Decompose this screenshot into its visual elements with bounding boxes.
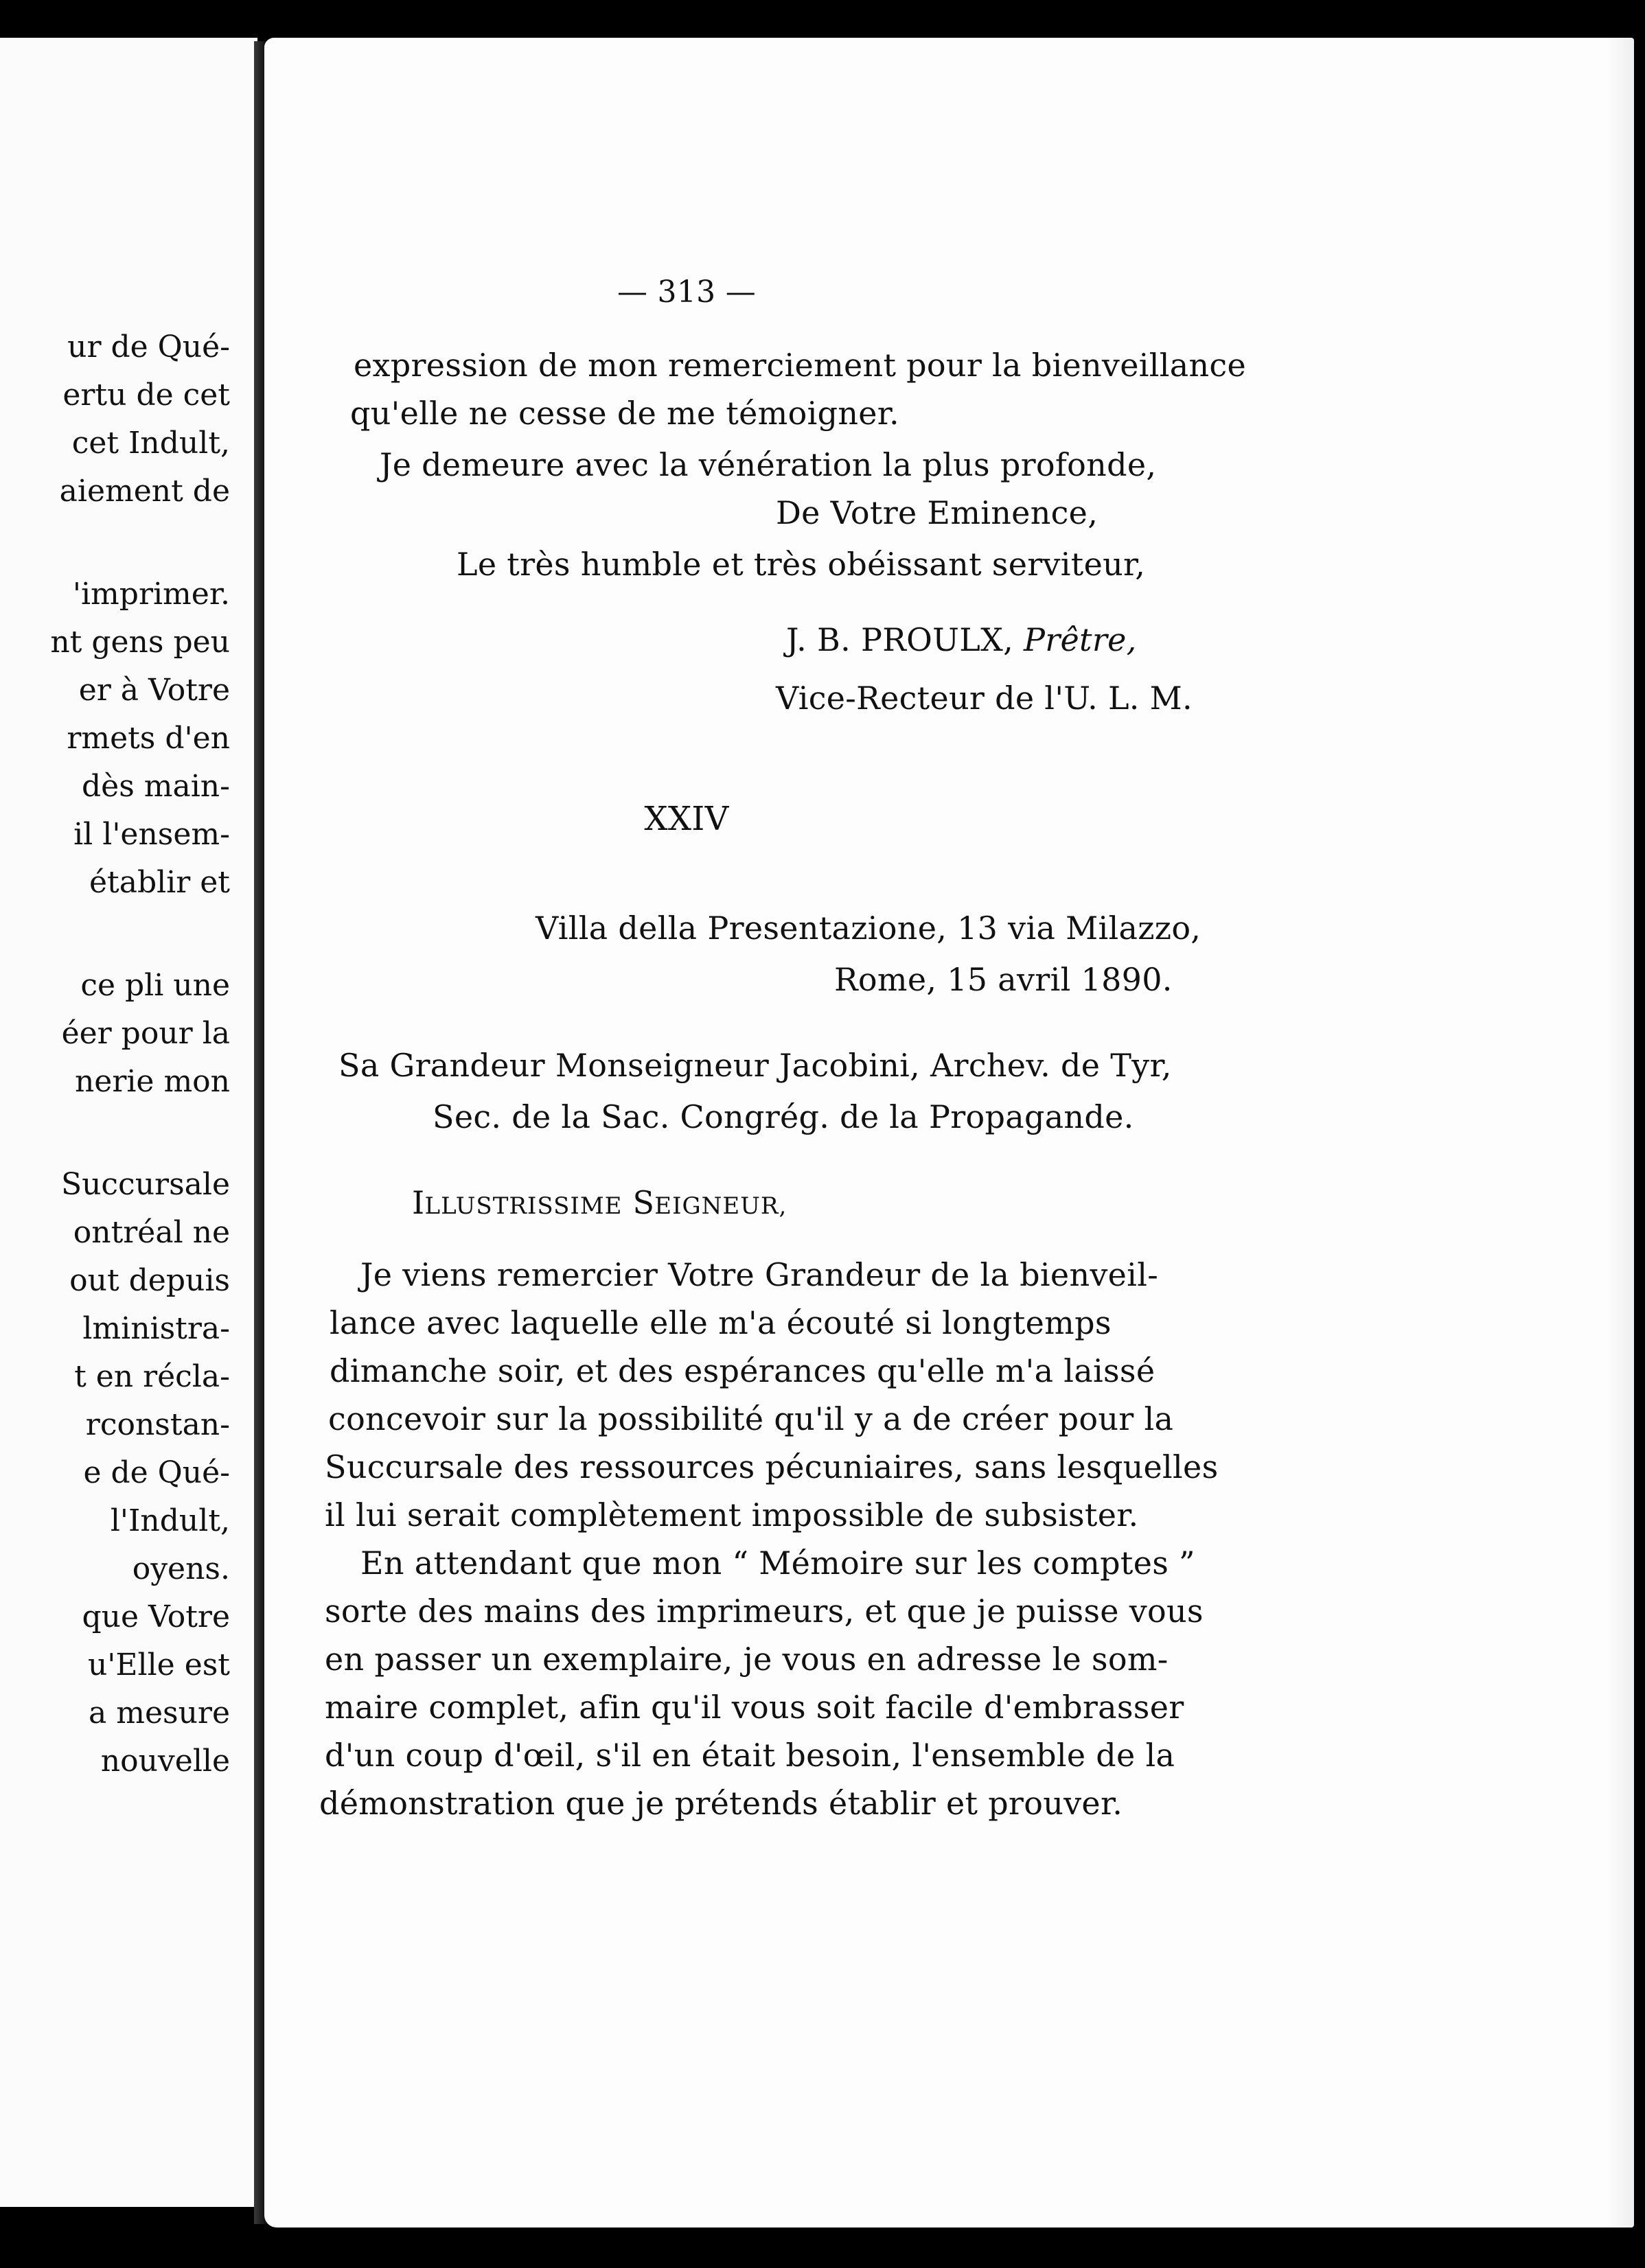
left-fragment-line: ontréal ne	[73, 1215, 230, 1250]
left-fragment-line: ur de Qué-	[67, 329, 230, 364]
left-fragment-line: t en récla-	[74, 1359, 230, 1394]
body-line: en passer un exemplaire, je vous en adresse le som-	[325, 1641, 1169, 1678]
left-fragment-line: l'Indult,	[110, 1503, 230, 1538]
left-fragment-line: out depuis	[69, 1263, 230, 1298]
body-line: sorte des mains des imprimeurs, et que je puisse vous	[325, 1593, 1204, 1630]
greeting-rest-2: EIGNEUR,	[654, 1192, 787, 1220]
body-line: dimanche soir, et des espérances qu'elle m'a laissé	[330, 1352, 1155, 1389]
body-line: maire complet, afin qu'il vous soit facile d'embrasser	[325, 1689, 1184, 1726]
signature	[786, 621, 1137, 658]
left-fragment-line: ce pli une	[80, 968, 230, 1003]
left-fragment-line: éer pour la	[61, 1016, 230, 1051]
recipient-line-2: Sec. de la Sac. Congrég. de la Propagande.	[433, 1098, 1134, 1135]
body-line: concevoir sur la possibilité qu'il y a de créer pour la	[328, 1400, 1174, 1437]
body-line: lance avec laquelle elle m'a écouté si longtemps	[330, 1304, 1112, 1341]
closing-line: Je demeure avec la vénération la plus profonde,	[380, 446, 1157, 483]
body-line: En attendant que mon “ Mémoire sur les comptes ”	[360, 1544, 1195, 1582]
left-fragment-line: que Votre	[82, 1599, 230, 1634]
left-fragment-line: er à Votre	[78, 673, 230, 708]
dateline-address: Villa della Presentazione, 13 via Milazzo,	[536, 910, 1201, 947]
recipient-line-1: Sa Grandeur Monseigneur Jacobini, Archev. de Tyr,	[338, 1047, 1172, 1084]
left-fragment-line: u'Elle est	[87, 1647, 230, 1682]
signature-role: Vice-Recteur de l'U. L. M.	[776, 680, 1193, 717]
letter-end-line-2: qu'elle ne cesse de me témoigner.	[350, 395, 899, 432]
left-fragment-line: dès main-	[81, 769, 230, 804]
left-fragment-line: nt gens peu	[50, 625, 230, 660]
left-fragment-line: il l'ensem-	[73, 817, 230, 852]
greeting	[412, 1184, 787, 1221]
left-fragment-line: lministra-	[82, 1311, 230, 1346]
left-fragment-line: établir et	[89, 865, 230, 900]
body-line: Succursale des ressources pécuniaires, sans lesquelles	[325, 1448, 1219, 1485]
left-fragment-line: e de Qué-	[83, 1455, 230, 1490]
dateline-date: Rome, 15 avril 1890.	[834, 961, 1173, 998]
left-fragment-line: rmets d'en	[67, 721, 230, 756]
left-page-fragment	[0, 38, 257, 2207]
left-fragment-line: nerie mon	[74, 1064, 230, 1099]
left-fragment-line: oyens.	[132, 1551, 230, 1586]
body-line: il lui serait complètement impossible de subsister.	[325, 1496, 1139, 1534]
greeting-cap-1: I	[412, 1184, 425, 1221]
greeting-cap-2: S	[632, 1184, 655, 1221]
body-line: d'un coup d'œil, s'il en était besoin, l'ensemble de la	[325, 1737, 1175, 1774]
left-fragment-line: cet Indult,	[71, 426, 230, 461]
body-line: Je viens remercier Votre Grandeur de la bienveil-	[360, 1256, 1159, 1293]
left-fragment-line: nouvelle	[100, 1744, 230, 1779]
body-line: démonstration que je prétends établir et prouver.	[319, 1785, 1123, 1822]
salutation-line: De Votre Eminence,	[776, 494, 1098, 531]
right-page	[264, 38, 1634, 2228]
signature-name: J. B. PROULX,	[786, 621, 1024, 658]
letter-end-line-1: expression de mon remerciement pour la bienveillance	[354, 347, 1246, 384]
left-fragment-line: 'imprimer.	[72, 577, 230, 612]
signature-title: Prêtre,	[1023, 621, 1137, 658]
section-number: XXIV	[644, 800, 729, 838]
left-fragment-line: Succursale	[60, 1167, 230, 1202]
greeting-rest-1: LLUSTRISSIME	[424, 1192, 623, 1220]
left-fragment-line: aiement de	[59, 474, 230, 509]
left-fragment-line: rconstan-	[85, 1407, 230, 1442]
servant-line: Le très humble et très obéissant serviteur,	[457, 546, 1146, 583]
left-fragment-line: a mesure	[89, 1696, 230, 1731]
page-number: — 313 —	[617, 275, 757, 310]
left-fragment-line: ertu de cet	[62, 378, 230, 413]
